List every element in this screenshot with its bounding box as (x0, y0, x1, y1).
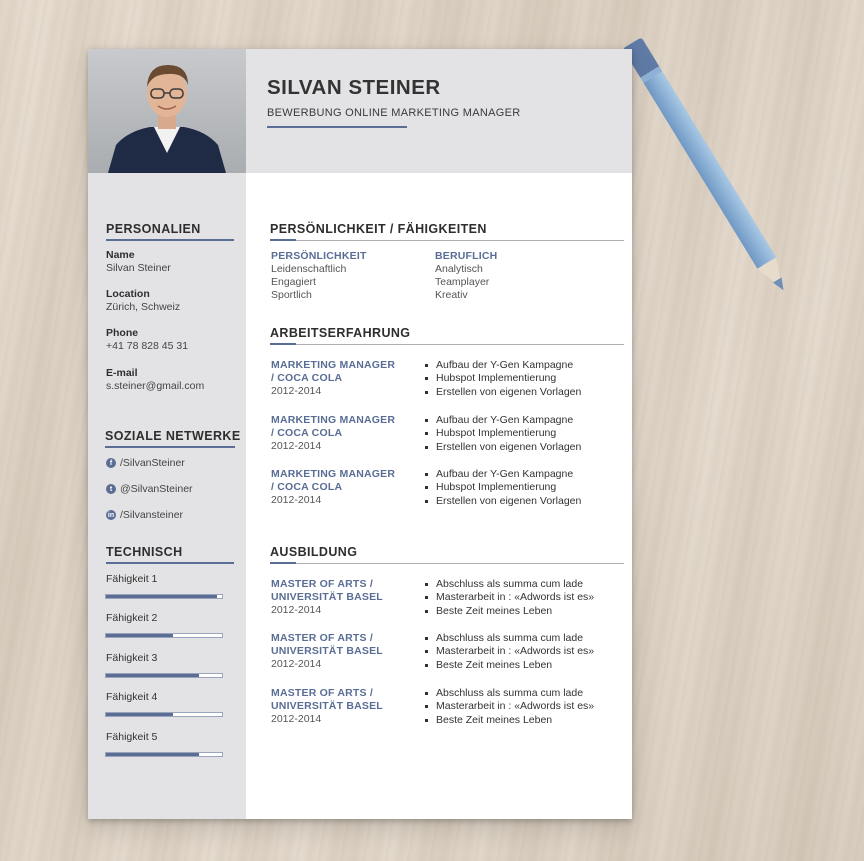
skill-bar-fill (106, 634, 173, 637)
list-item: Hubspot Implementierung (424, 481, 581, 494)
list-item: Hubspot Implementierung (424, 372, 581, 385)
job-company: / COCA COLA (271, 427, 343, 439)
list-item: Beste Zeit meines Leben (424, 605, 594, 618)
social-handle: /Silvansteiner (120, 509, 184, 521)
personal-divider (106, 239, 234, 241)
skill-bar-fill (106, 753, 199, 756)
personal-section-title: PERSONALIEN (106, 222, 201, 236)
technical-section-title: TECHNISCH (106, 545, 183, 559)
skill-bar-fill (106, 595, 217, 598)
job-title: MARKETING MANAGER (271, 414, 396, 426)
list-item: Beste Zeit meines Leben (424, 714, 594, 727)
degree-school: UNIVERSITÄT BASEL (271, 591, 383, 603)
skill-bar (105, 752, 223, 757)
social-section-title: SOZIALE NETWERKE (105, 429, 241, 443)
job-years: 2012-2014 (271, 385, 322, 397)
candidate-name: SILVAN STEINER (267, 76, 441, 99)
degree-title: MASTER OF ARTS / (271, 632, 373, 644)
social-facebook[interactable] (106, 457, 185, 469)
sidebar (88, 49, 246, 819)
list-item: Masterarbeit in : «Adwords ist es» (424, 700, 594, 713)
experience-divider-accent (270, 343, 296, 345)
job-company: / COCA COLA (271, 372, 343, 384)
field-label-name: Name (106, 249, 135, 261)
social-divider (105, 446, 235, 448)
job-company: / COCA COLA (271, 481, 343, 493)
personality-item: Engagiert (271, 276, 316, 288)
social-handle: @SilvanSteiner (120, 483, 193, 495)
field-value-location: Zürich, Schweiz (106, 301, 181, 313)
field-value-phone: +41 78 828 45 31 (106, 340, 189, 352)
personality-item: Leidenschaftlich (271, 263, 347, 275)
professional-item: Analytisch (435, 263, 483, 275)
header-underline (267, 126, 407, 128)
education-divider (270, 563, 624, 564)
list-item: Abschluss als summa cum lade (424, 632, 594, 645)
social-linkedin[interactable] (106, 509, 183, 521)
skill-bar (105, 594, 223, 599)
degree-title: MASTER OF ARTS / (271, 687, 373, 699)
field-label-location: Location (106, 288, 150, 300)
resume-header (246, 49, 632, 173)
job-tasks (424, 468, 581, 508)
personality-divider (270, 240, 624, 241)
skill-label: Fähigkeit 5 (106, 731, 158, 743)
profile-photo (88, 49, 246, 173)
job-title: MARKETING MANAGER (271, 468, 396, 480)
list-item: Abschluss als summa cum lade (424, 687, 594, 700)
skill-bar-fill (106, 674, 199, 677)
skill-label: Fähigkeit 4 (106, 691, 158, 703)
social-handle: /SilvanSteiner (120, 457, 185, 469)
list-item: Masterarbeit in : «Adwords ist es» (424, 591, 594, 604)
degree-years: 2012-2014 (271, 713, 322, 725)
professional-col-title: BERUFLICH (435, 250, 498, 262)
list-item: Beste Zeit meines Leben (424, 659, 594, 672)
degree-years: 2012-2014 (271, 658, 322, 670)
professional-item: Teamplayer (435, 276, 490, 288)
list-item: Abschluss als summa cum lade (424, 578, 594, 591)
facebook-icon: f (106, 458, 116, 468)
education-section-title: AUSBILDUNG (270, 545, 358, 559)
pencil-decoration (623, 37, 799, 304)
resume-page (88, 49, 632, 819)
education-divider-accent (270, 562, 296, 564)
application-subtitle: BEWERBUNG ONLINE MARKETING MANAGER (267, 107, 521, 119)
list-item: Masterarbeit in : «Adwords ist es» (424, 645, 594, 658)
job-years: 2012-2014 (271, 494, 322, 506)
list-item: Erstellen von eigenen Vorlagen (424, 441, 581, 454)
degree-school: UNIVERSITÄT BASEL (271, 645, 383, 657)
skill-bar (105, 673, 223, 678)
twitter-icon: t (106, 484, 116, 494)
list-item: Erstellen von eigenen Vorlagen (424, 495, 581, 508)
field-value-name: Silvan Steiner (106, 262, 171, 274)
list-item: Hubspot Implementierung (424, 427, 581, 440)
list-item: Aufbau der Y-Gen Kampagne (424, 359, 581, 372)
degree-title: MASTER OF ARTS / (271, 578, 373, 590)
professional-item: Kreativ (435, 289, 468, 301)
degree-school: UNIVERSITÄT BASEL (271, 700, 383, 712)
personality-divider-accent (270, 239, 296, 241)
field-value-email: s.steiner@gmail.com (106, 380, 205, 392)
degree-notes (424, 687, 594, 727)
degree-notes (424, 578, 594, 618)
social-twitter[interactable] (106, 483, 193, 495)
degree-notes (424, 632, 594, 672)
list-item: Aufbau der Y-Gen Kampagne (424, 414, 581, 427)
skill-bar (105, 712, 223, 717)
skill-bar-fill (106, 713, 173, 716)
job-tasks (424, 359, 581, 399)
field-label-phone: Phone (106, 327, 139, 339)
job-tasks (424, 414, 581, 454)
technical-divider (106, 562, 234, 564)
skill-label: Fähigkeit 3 (106, 652, 158, 664)
field-label-email: E-mail (106, 367, 138, 379)
degree-years: 2012-2014 (271, 604, 322, 616)
job-years: 2012-2014 (271, 440, 322, 452)
personality-item: Sportlich (271, 289, 312, 301)
experience-divider (270, 344, 624, 345)
job-title: MARKETING MANAGER (271, 359, 396, 371)
skill-label: Fähigkeit 2 (106, 612, 158, 624)
skill-bar (105, 633, 223, 638)
experience-section-title: ARBEITSERFAHRUNG (270, 326, 411, 340)
personality-col-title: PERSÖNLICHKEIT (271, 250, 367, 262)
linkedin-icon: in (107, 511, 115, 519)
personality-section-title: PERSÖNLICHKEIT / FÄHIGKEITEN (270, 222, 487, 236)
skill-label: Fähigkeit 1 (106, 573, 158, 585)
list-item: Aufbau der Y-Gen Kampagne (424, 468, 581, 481)
list-item: Erstellen von eigenen Vorlagen (424, 386, 581, 399)
